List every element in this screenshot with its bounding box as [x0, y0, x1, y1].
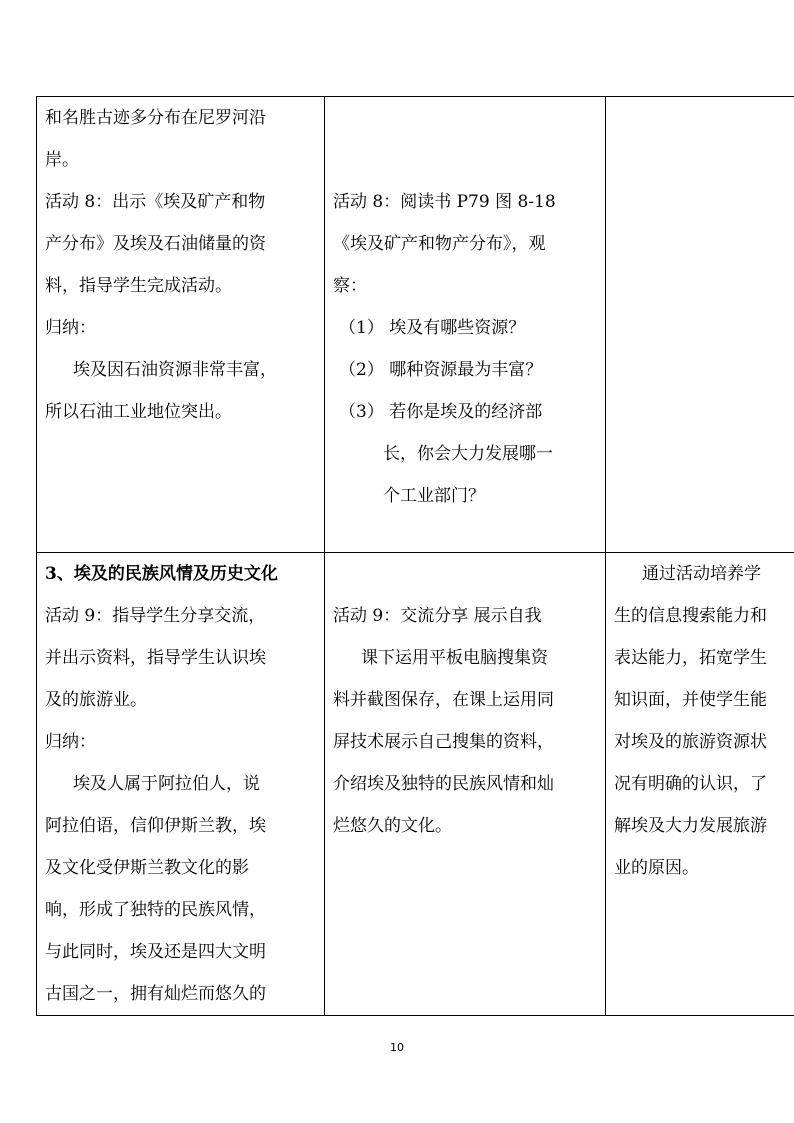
- summary-text: 与此同时，埃及还是四大文明: [45, 942, 266, 962]
- table-row: [37, 553, 794, 1016]
- text-line: 产分布》及埃及石油储量的资: [45, 234, 266, 254]
- text-line: 《埃及矿产和物产分布》，观: [333, 234, 546, 254]
- text-line: 料，指导学生完成活动。: [45, 276, 232, 296]
- intent-text: 知识面，并使学生能: [614, 690, 767, 710]
- summary-text: 埃及人属于阿拉伯人，说: [73, 774, 260, 794]
- question-2: （2） 哪种资源最为丰富？: [339, 360, 543, 380]
- intent-text: 业的原因。: [614, 858, 699, 878]
- student-activity-cell: [325, 97, 606, 553]
- teacher-activity-cell: [37, 97, 325, 553]
- summary-text: 阿拉伯语，信仰伊斯兰教，埃: [45, 816, 266, 836]
- body-text: 料并截图保存，在课上运用同: [333, 690, 554, 710]
- table-row: [37, 97, 794, 553]
- activity-9-student: 活动 9：交流分享 展示自我: [333, 606, 542, 626]
- lesson-plan-table: [36, 96, 794, 1016]
- section-heading: 3、埃及的民族风情及历史文化: [45, 564, 278, 584]
- summary-text: 古国之一，拥有灿烂而悠久的: [45, 984, 266, 1004]
- intent-text: 通过活动培养学: [642, 564, 761, 584]
- text-line: 及的旅游业。: [45, 690, 147, 710]
- text-line: 岸。: [45, 150, 79, 170]
- activity-8-teacher: 活动 8：出示《埃及矿产和物: [45, 192, 266, 212]
- student-activity-cell: [325, 553, 606, 1016]
- intent-text: 表达能力，拓宽学生: [614, 648, 767, 668]
- text-line: 和名胜古迹多分布在尼罗河沿: [45, 108, 266, 128]
- question-3: （3） 若你是埃及的经济部: [339, 402, 543, 422]
- body-text: 介绍埃及独特的民族风情和灿: [333, 774, 554, 794]
- summary-text: 及文化受伊斯兰教文化的影: [45, 858, 249, 878]
- design-intent-cell: [606, 97, 794, 553]
- page-number: 10: [390, 1041, 404, 1054]
- teacher-activity-cell: [37, 553, 325, 1016]
- intent-text: 解埃及大力发展旅游: [614, 816, 767, 836]
- body-text: 屏技术展示自己搜集的资料，: [333, 732, 554, 752]
- activity-8-student: 活动 8：阅读书 P79 图 8-18: [333, 192, 556, 212]
- question-1: （1） 埃及有哪些资源？: [339, 318, 526, 338]
- intent-text: 对埃及的旅游资源状: [614, 732, 767, 752]
- summary-text: 埃及因石油资源非常丰富，: [73, 360, 277, 380]
- summary-label: 归纳：: [45, 732, 96, 752]
- body-text: 烂悠久的文化。: [333, 816, 452, 836]
- design-intent-cell: [606, 553, 794, 1016]
- activity-9-teacher: 活动 9：指导学生分享交流，: [45, 606, 266, 626]
- summary-text: 所以石油工业地位突出。: [45, 402, 232, 422]
- text-line: 并出示资料，指导学生认识埃: [45, 648, 266, 668]
- summary-label: 归纳：: [45, 318, 96, 338]
- summary-text: 响，形成了独特的民族风情，: [45, 900, 266, 920]
- question-3-cont: 个工业部门？: [383, 486, 485, 506]
- intent-text: 况有明确的认识，了: [614, 774, 767, 794]
- body-text: 课下运用平板电脑搜集资: [361, 648, 548, 668]
- intent-text: 生的信息搜索能力和: [614, 606, 767, 626]
- question-3-cont: 长，你会大力发展哪一: [383, 444, 553, 464]
- text-line: 察：: [333, 276, 367, 296]
